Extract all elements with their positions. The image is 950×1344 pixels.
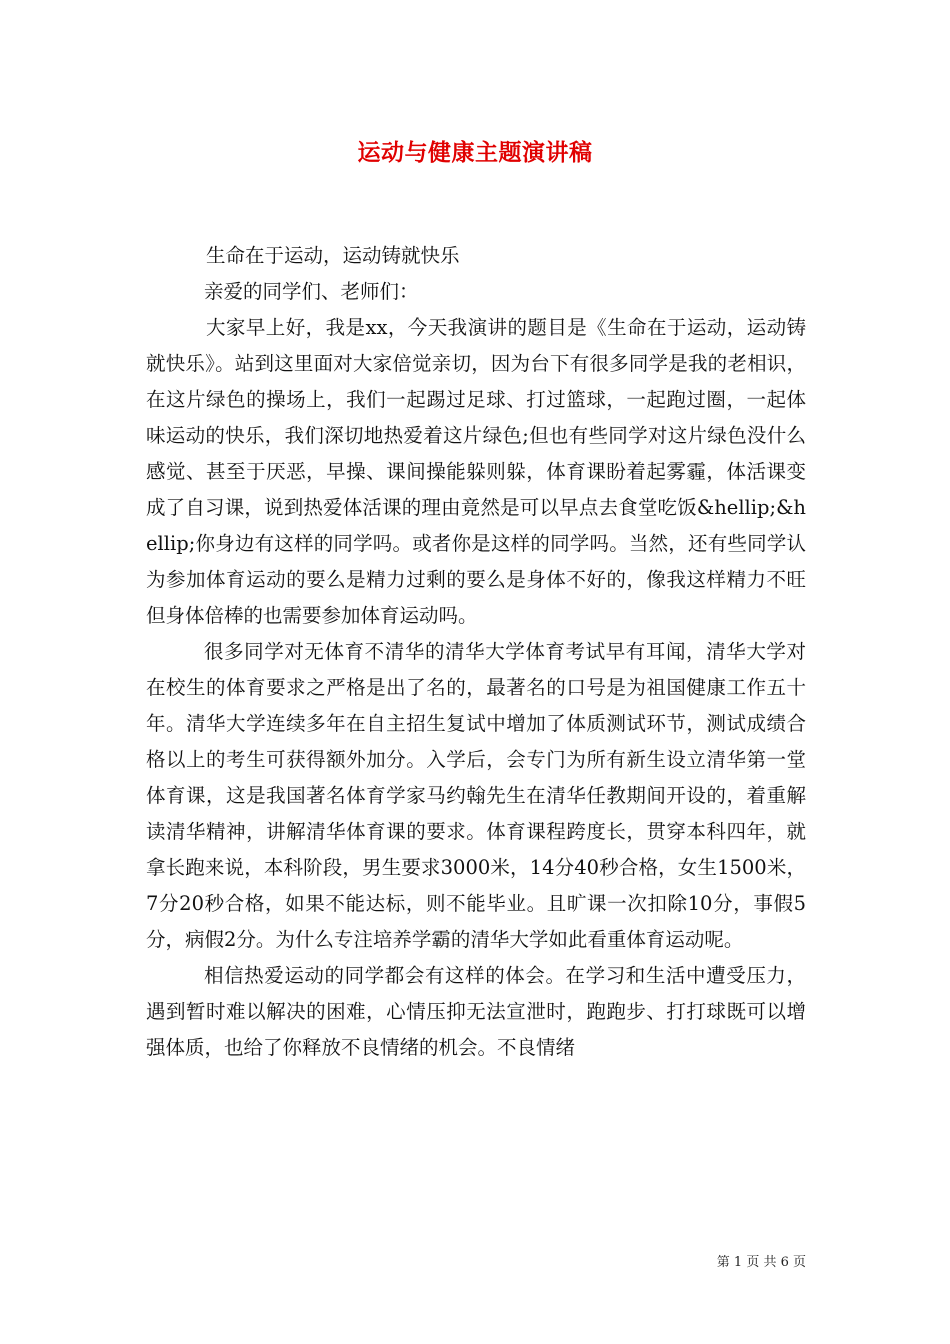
document-title: 运动与健康主题演讲稿 bbox=[357, 139, 593, 166]
body-paragraph: 很多同学对无体育不清华的清华大学体育考试早有耳闻，清华大学对在校生的体育要求之严格是出了名的，最著名的口号是为祖国健康工作五十年。清华大学连续多年在自主招生复试中增加了体质测试环节，测试成绩合格以上的考生可获得额外加分。入学后，会专门为所有新生设立清华第一堂体育课，这是我国著名体育学家马约翰先生在清华任教期间开设的，着重解读清华精神，讲解清华体育课的要求。体育课程跨度长，贯穿本科四年，就拿长跑来说，本科阶段，男生要求3000米，14分40秒合格，女生1500米，7分20秒合格，如果不能达标，则不能毕业。且旷课一次扣除10分，事假5分，病假2分。为什么专注培养学霸的清华大学如此看重体育运动呢。 bbox=[146, 640, 806, 951]
body-paragraph: 相信热爱运动的同学都会有这样的体会。在学习和生活中遭受压力，遇到暂时难以解决的困难，心情压抑无法宣泄时，跑跑步、打打球既可以增强体质，也给了你释放不良情绪的机会。不良情绪 bbox=[146, 964, 806, 1059]
greeting-paragraph: 亲爱的同学们、老师们： bbox=[204, 280, 419, 303]
page-number-footer: 第 1 页 共 6 页 bbox=[716, 1255, 806, 1270]
body-paragraph: 大家早上好，我是xx，今天我演讲的题目是《生命在于运动，运动铸就快乐》。站到这里面对大家倍觉亲切，因为台下有很多同学是我的老相识，在这片绿色的操场上，我们一起踢过足球、打过篮球，一起跑过圈，一起体味运动的快乐，我们深切地热爱着这片绿色;但也有些同学对这片绿色没什么感觉、甚至于厌恶，早操、课间操能躲则躲，体育课盼着起雾霾，体活课变成了自习课，说到热爱体活课的理由竟然是可以早点去食堂吃饭&hellip;&hellip;你身边有这样的同学吗。或者你是这样的同学吗。当然，还有些同学认为参加体育运动的要么是精力过剩的要么是身体不好的，像我这样精力不旺但身体倍棒的也需要参加体育运动吗。 bbox=[146, 316, 806, 627]
document-body bbox=[146, 238, 806, 1066]
subtitle-paragraph: 生命在于运动，运动铸就快乐 bbox=[206, 244, 460, 267]
